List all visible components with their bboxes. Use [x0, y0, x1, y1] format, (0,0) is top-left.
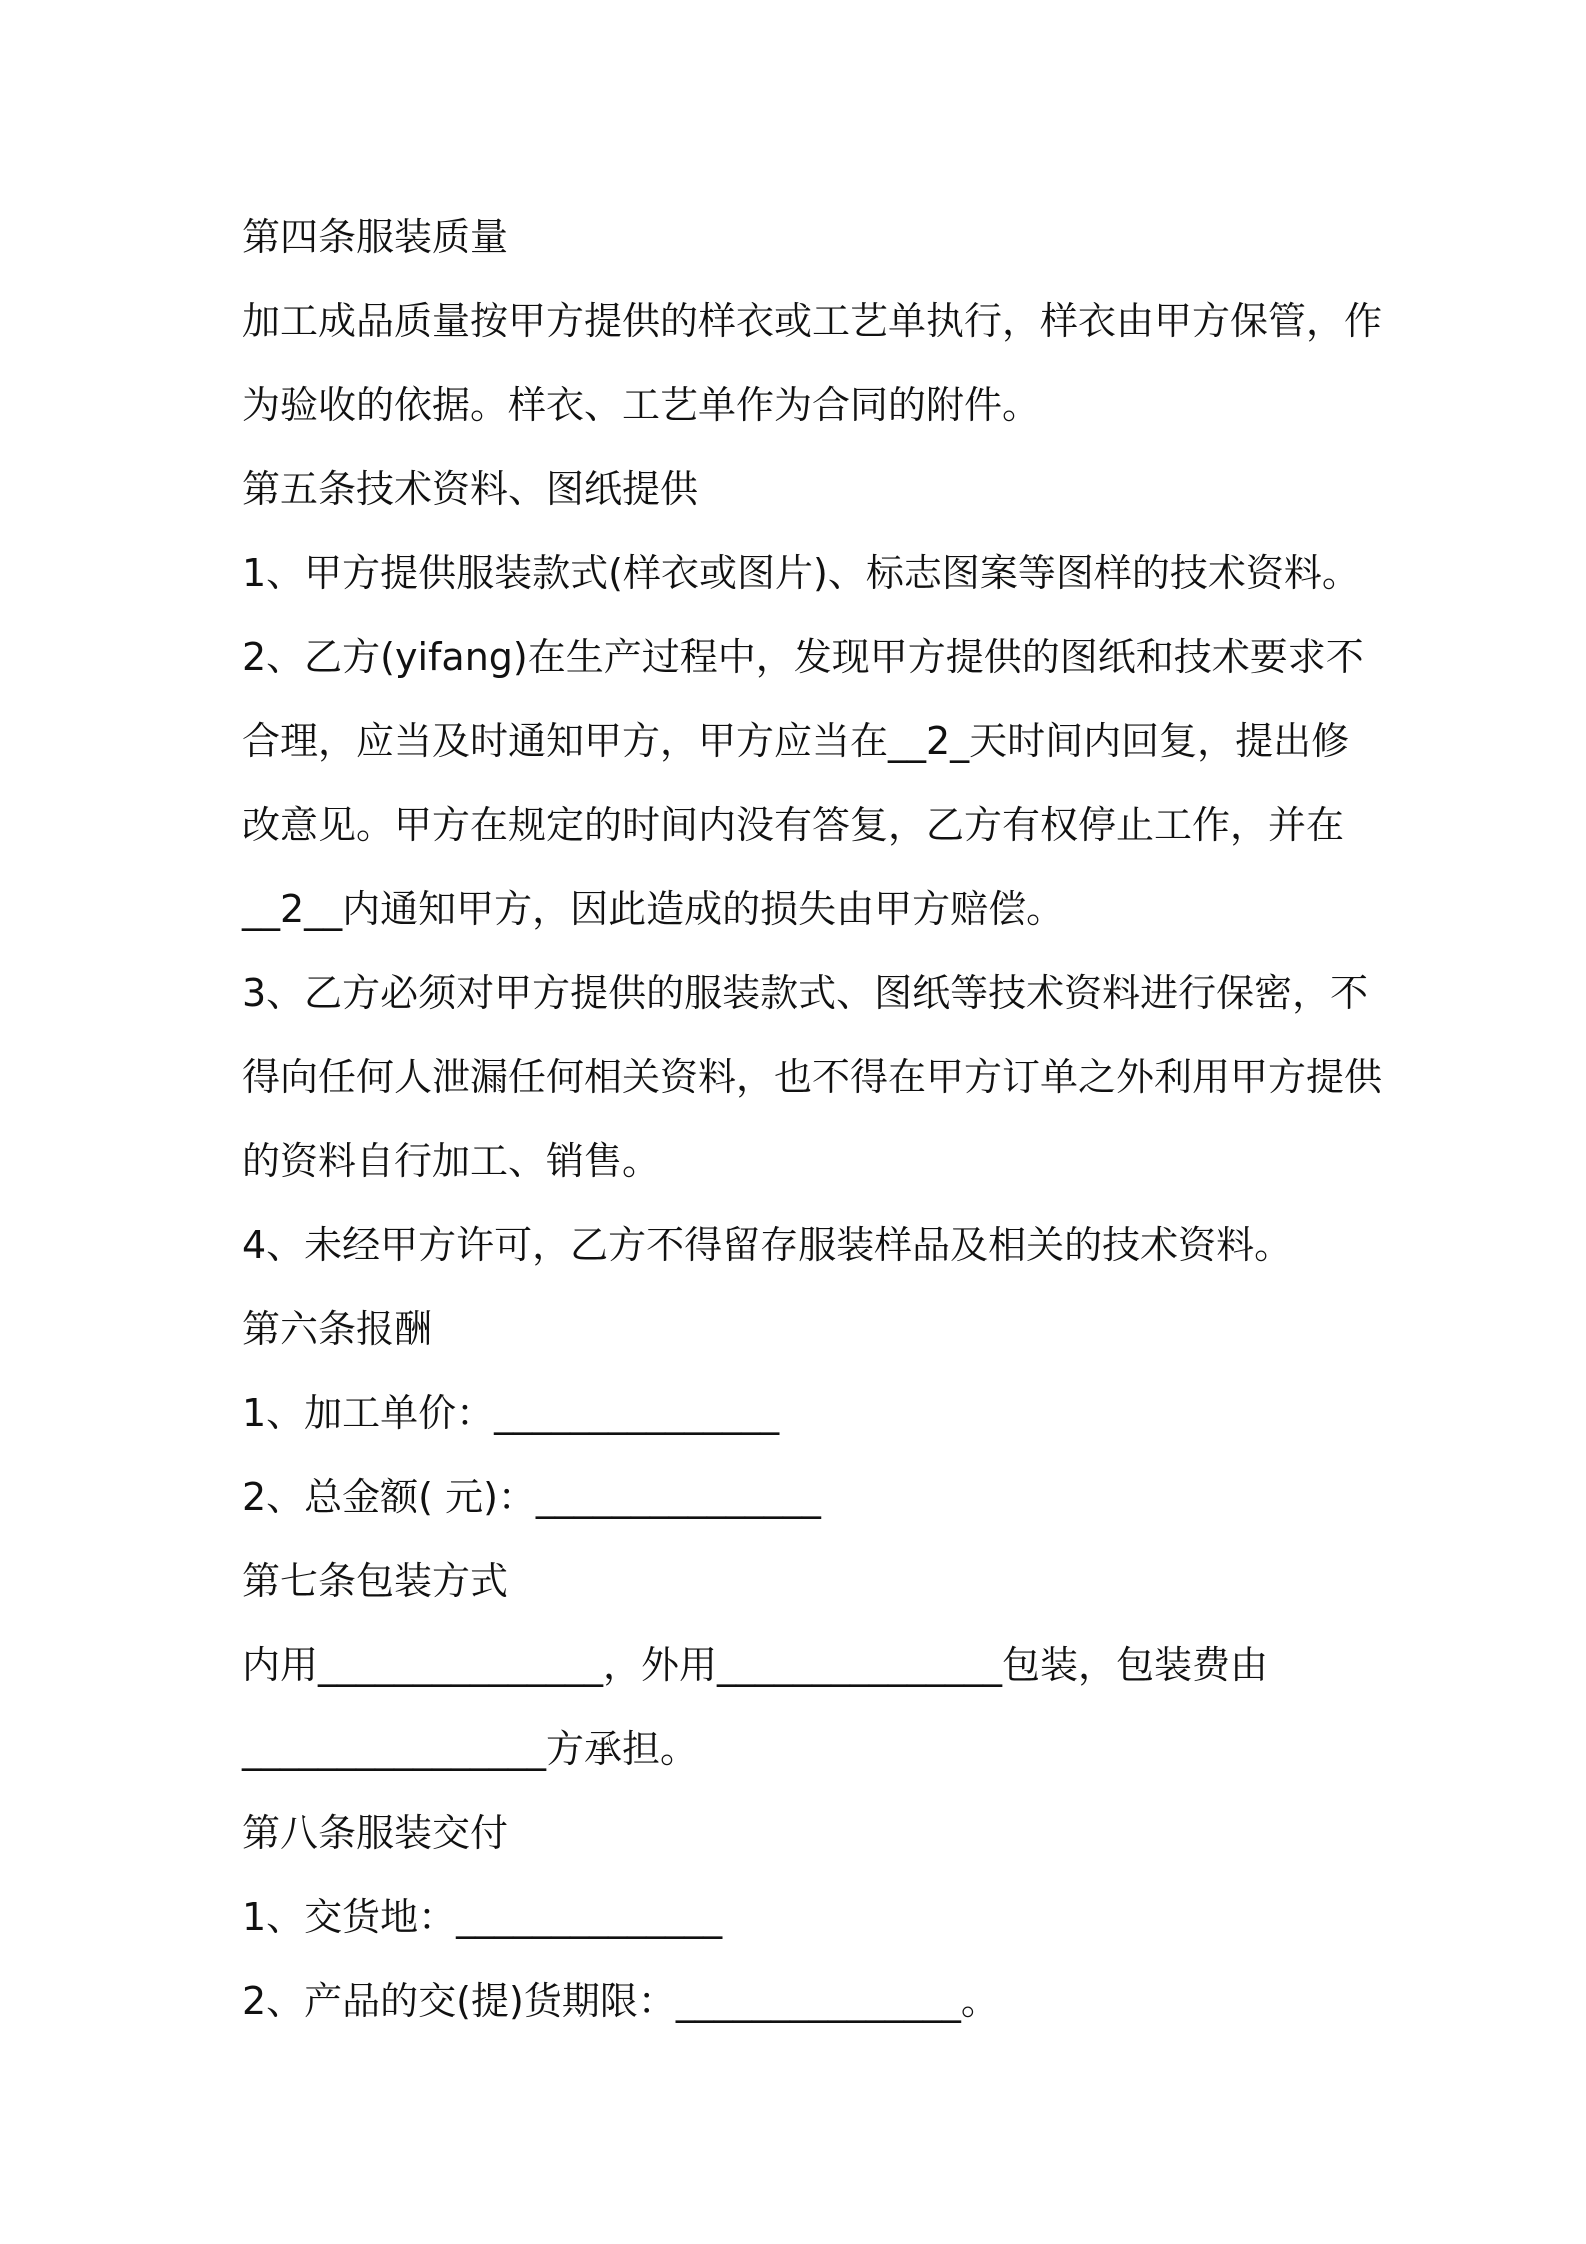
article-5-item-2-line-4: __2__内通知甲方，因此造成的损失由甲方赔偿。 [242, 887, 1065, 931]
document-body [242, 195, 1383, 2043]
article-8-delivery-place: 1、交货地：______________ [242, 1895, 723, 1939]
article-4-text-line-2: 为验收的依据。样衣、工艺单作为合同的附件。 [242, 383, 1041, 427]
article-4-heading: 第四条服装质量 [242, 215, 509, 259]
article-5-item-2-line-1: 2、乙方(yifang)在生产过程中，发现甲方提供的图纸和技术要求不 [242, 635, 1364, 679]
article-8-heading: 第八条服装交付 [242, 1811, 509, 1855]
article-7-heading: 第七条包装方式 [242, 1559, 509, 1603]
article-7-text-line-1: 内用_______________，外用_______________包装，包装费由 [242, 1643, 1269, 1687]
article-5-item-4: 4、未经甲方许可，乙方不得留存服装样品及相关的技术资料。 [242, 1223, 1293, 1267]
article-5-heading: 第五条技术资料、图纸提供 [242, 467, 699, 511]
article-5-item-2-line-3: 改意见。甲方在规定的时间内没有答复，乙方有权停止工作，并在 [242, 803, 1345, 847]
article-6-total-amount: 2、总金额( 元)：_______________ [242, 1475, 821, 1519]
article-5-item-2-line-2: 合理，应当及时通知甲方，甲方应当在__2_天时间内回复，提出修 [242, 719, 1350, 763]
article-8-delivery-deadline: 2、产品的交(提)货期限：_______________。 [242, 1979, 999, 2023]
article-5-item-3-line-2: 得向任何人泄漏任何相关资料，也不得在甲方订单之外利用甲方提供 [242, 1055, 1383, 1099]
article-6-heading: 第六条报酬 [242, 1307, 433, 1351]
article-5-item-3-line-3: 的资料自行加工、销售。 [242, 1139, 661, 1183]
article-7-text-line-2: ________________方承担。 [242, 1727, 699, 1771]
article-5-item-3-line-1: 3、乙方必须对甲方提供的服装款式、图纸等技术资料进行保密，不 [242, 971, 1369, 1015]
article-6-unit-price: 1、加工单价：_______________ [242, 1391, 780, 1435]
article-4-text-line-1: 加工成品质量按甲方提供的样衣或工艺单执行，样衣由甲方保管，作 [242, 299, 1383, 343]
article-5-item-1: 1、甲方提供服装款式(样衣或图片)、标志图案等图样的技术资料。 [242, 551, 1360, 595]
